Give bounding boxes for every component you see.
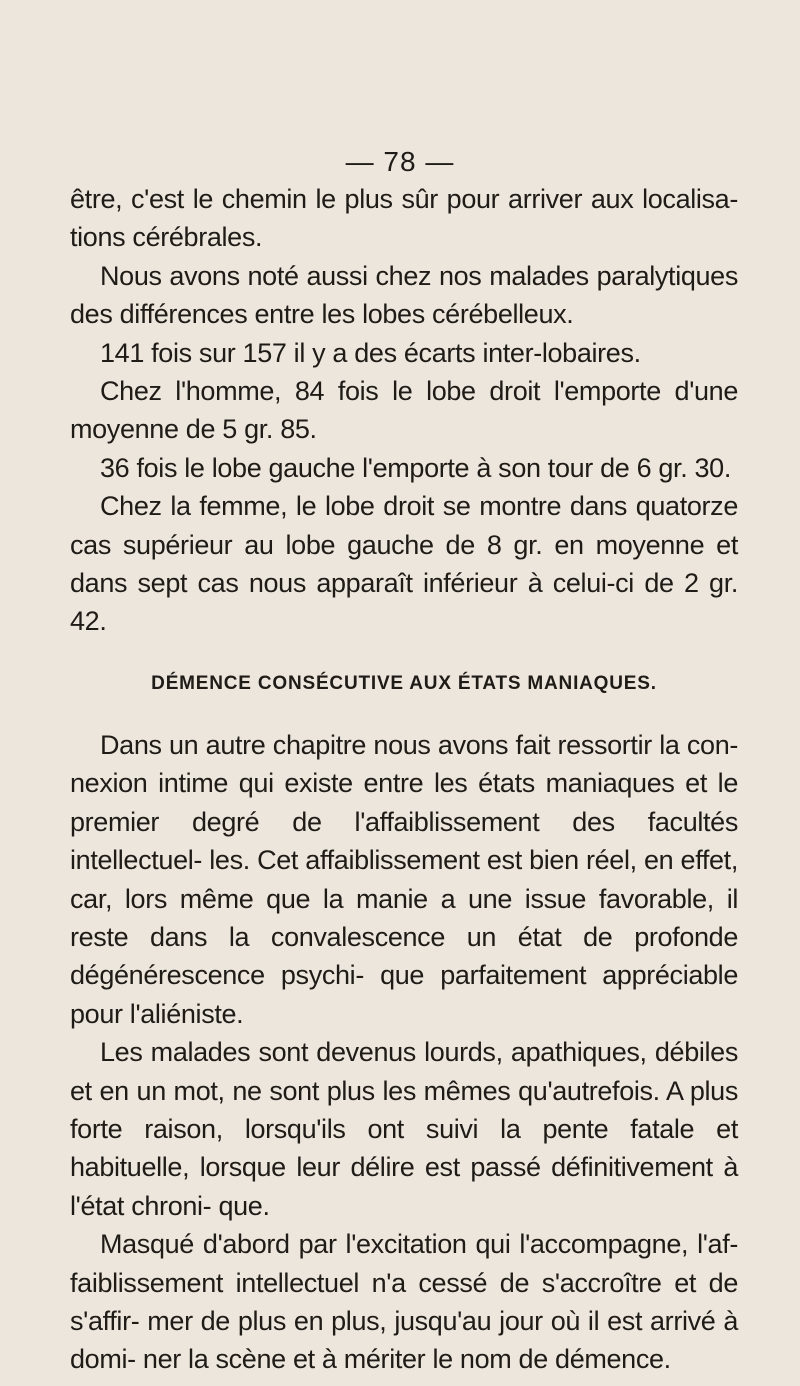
paragraph-left-lobe: 36 fois le lobe gauche l'emporte à son tour de 6 gr. 30. [100, 452, 731, 483]
section-heading: DÉMENCE CONSÉCUTIVE AUX ÉTATS MANIAQUES. [151, 672, 657, 694]
paragraph-continuation: être, c'est le chemin le plus sûr pour arriver aux localisa- tions cérébrales. [70, 184, 738, 253]
paragraph-cerebellar-lobes: Nous avons noté aussi chez nos malades paralytiques des différences entre les lobes cérébelleux. [70, 260, 738, 330]
paragraph-women: Chez la femme, le lobe droit se montre dans quatorze cas supérieur au lobe gauche de 8 gr. en moyenne et dans sept cas nous apparaît inférieur à celui-ci de 2 gr. 42. [70, 491, 738, 637]
paragraph-dementia: Masqué d'abord par l'excitation qui l'accompagne, l'af- faiblissement intellectuel n'a cessé de s'accroître et de s'affir- mer de plus en plus, jusqu'au jour où il est arrivé à domi- ner la scène et à mériter le nom de démence. [70, 1229, 738, 1375]
paragraph-inter-lobar-gaps: 141 fois sur 157 il y a des écarts inter-lobaires. [100, 337, 641, 368]
body-text [70, 180, 738, 1379]
paragraph-connection: Dans un autre chapitre nous avons fait ressortir la con- nexion intime qui existe entre les états maniaques et le premier degré de l'affaiblissement des facultés intellectuel- les. Cet affaiblissement est bien réel, en effet, car, lors même que la manie a une issue favorable, il reste dans la convalescence un état de profonde dégénérescence psychi- que parfaitement appréciable pour l'aliéniste. [70, 729, 738, 1029]
paragraph-patients: Les malades sont devenus lourds, apathiques, débiles et en un mot, ne sont plus les mêmes qu'autrefois. A plus forte raison, lorsqu'ils ont suivi la pente fatale et habituelle, lorsque leur délire est passé définitivement à l'état chroni- que. [70, 1037, 738, 1221]
paragraph-men-right-lobe: Chez l'homme, 84 fois le lobe droit l'emporte d'une moyenne de 5 gr. 85. [70, 376, 738, 445]
page-number: — 78 — [345, 146, 455, 177]
